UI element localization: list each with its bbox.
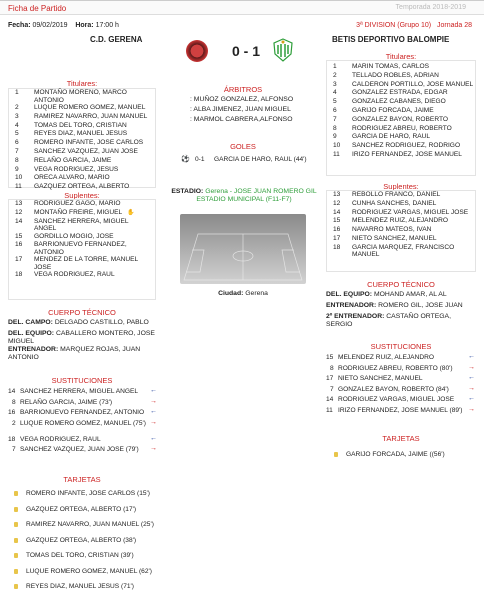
sub-player-name: RODRIGUEZ ABREU, ROBERTO (80') [338, 364, 453, 372]
home-sub-row [9, 256, 155, 271]
referee-role: : [190, 96, 192, 103]
away-starter-row [327, 63, 475, 72]
player-number: 11 [333, 150, 340, 158]
home-starters-list [8, 88, 156, 191]
away-starter-row [327, 98, 475, 107]
sub-number: 7 [330, 385, 334, 393]
player-name: MONTAÑO MORENO, MARCO ANTONIO [34, 89, 127, 104]
away-starter-row [327, 107, 475, 116]
player-name: GARCIA DE HARO, RAUL [352, 133, 431, 141]
player-name: GARIJO FORCADA, JAIME [352, 106, 434, 114]
card-player: REYES DIAZ, MANUEL JESUS (71') [26, 583, 135, 590]
card-player: ROMERO INFANTE, JOSE CARLOS (15') [26, 490, 150, 497]
stadium-name: Gerena - JOSE JUAN ROMERO GIL ESTADIO MUNICIPAL (F11-F7) [196, 188, 317, 203]
yellow-card-icon [14, 538, 18, 543]
away-starter-row [327, 151, 475, 160]
staff-role: ENTRENADOR: [326, 302, 377, 309]
player-number: 5 [15, 130, 19, 138]
sub-number: 11 [326, 406, 333, 414]
city-name: Gerena [245, 290, 268, 297]
home-starter-row [9, 113, 155, 122]
sub-out-arrow-icon: → [150, 397, 157, 405]
away-starter-row [327, 89, 475, 98]
staff-entry [8, 319, 158, 327]
sub-number: 7 [12, 446, 16, 453]
player-number: 11 [15, 183, 22, 191]
sub-player-name: LUQUE ROMERO GOMEZ, MANUEL (75') [20, 419, 146, 427]
stadium-info [166, 188, 322, 204]
away-team-name: BETIS DEPORTIVO BALOMPIE [332, 35, 450, 44]
home-sub-row [9, 218, 155, 233]
match-time: 17:00 h [95, 22, 119, 29]
player-name: VEGA RODRIGUEZ, JESUS [34, 165, 119, 173]
staff-name: DELGADO CASTILLO, PABLO [54, 319, 149, 326]
away-sub-row [327, 191, 475, 200]
home-starter-row [9, 157, 155, 166]
staff-name: ROMERO GIL, JOSE JUAN [378, 302, 463, 309]
stadium-label: ESTADIO: [171, 188, 204, 195]
sub-number: 15 [326, 354, 334, 361]
staff-entry [8, 346, 158, 363]
sub-number: 17 [326, 375, 334, 382]
sub-number: 8 [12, 398, 16, 406]
sub-in-arrow-icon: ← [150, 434, 157, 442]
staff-entry [8, 330, 158, 347]
sub-in-arrow-icon: ← [150, 408, 157, 415]
card-player: LUQUE ROMERO GOMEZ, MANUEL (62') [26, 567, 152, 575]
player-name: RELAÑO GARCIA, JAIME [34, 156, 112, 164]
home-team-name: C.D. GERENA [90, 35, 143, 44]
yellow-card-icon [14, 584, 18, 589]
away-starter-row [327, 142, 475, 151]
player-number: 9 [333, 133, 337, 141]
player-number: 7 [333, 115, 337, 123]
away-starter-row [327, 125, 475, 134]
player-number: 6 [15, 139, 19, 147]
player-name: ROMERO INFANTE, JOSE CARLOS [34, 139, 144, 147]
home-starter-row [9, 148, 155, 157]
player-number: 16 [15, 241, 23, 249]
player-number: 2 [15, 104, 19, 111]
player-number: 7 [15, 147, 19, 155]
referee-entry [190, 96, 293, 104]
player-name: RODRIGUEZ ABREU, ROBERTO [352, 124, 452, 132]
away-sub-row [327, 244, 475, 259]
time-label: Hora: [75, 22, 94, 29]
competition-info [356, 22, 472, 29]
player-name: TOMAS DEL TORO, CRISTIAN [34, 121, 127, 129]
player-number: 10 [15, 174, 23, 182]
date-label: Fecha: [8, 22, 31, 29]
home-crest-icon [186, 40, 208, 62]
player-name: RAMIREZ NAVARRO, JUAN MANUEL [34, 112, 148, 120]
referee-role: : [190, 116, 192, 123]
away-sub-row [327, 235, 475, 244]
away-sub-row [327, 209, 475, 218]
sub-player-name: VEGA RODRIGUEZ, RAUL [20, 435, 101, 443]
player-number: 18 [333, 243, 341, 251]
player-name: GONZALEZ BAYON, ROBERTO [352, 115, 448, 123]
player-number: 16 [333, 226, 341, 234]
home-starter-row [9, 174, 155, 183]
sub-player-name: NIETO SANCHEZ, MANUEL [338, 375, 423, 382]
home-staff-title: CUERPO TÉCNICO [48, 308, 116, 317]
referees-title: ÁRBITROS [223, 85, 263, 94]
home-sub-row [9, 241, 155, 256]
sub-player-name: IRIZO FERNANDEZ, JOSE MANUEL (89') [338, 406, 463, 414]
player-name: ORECA ALVARO, MARIO [34, 174, 110, 182]
goal-score: 0-1 [195, 156, 205, 163]
match-date: 09/02/2019 [32, 22, 68, 29]
player-number: 17 [15, 256, 23, 264]
player-name: LUQUE ROMERO GOMEZ, MANUEL [34, 104, 146, 111]
home-starter-row [9, 122, 155, 131]
player-number: 8 [15, 156, 19, 164]
home-starter-row [9, 130, 155, 139]
player-name: GONZALEZ CABANES, DIEGO [352, 98, 446, 106]
sub-number: 8 [330, 364, 334, 372]
player-name: NAVARRO MATEOS, IVAN [352, 226, 432, 234]
sub-player-name: GONZALEZ BAYON, ROBERTO (84') [338, 385, 449, 393]
staff-name: MOHAND AMAR, AL AL [373, 291, 447, 298]
player-number: 13 [15, 200, 23, 207]
player-number: 12 [333, 199, 341, 207]
home-sub-row [9, 271, 155, 280]
sub-player-name: RELAÑO GARCIA, JAIME (73') [20, 398, 113, 406]
player-name: VEGA RODRIGUEZ, RAUL [34, 271, 115, 279]
round-label: Jornada 28 [436, 22, 472, 29]
staff-role: DEL. EQUIPO: [8, 330, 55, 337]
player-name: GORDILLO MOGIO, JOSE [34, 232, 114, 240]
away-starter-row [327, 116, 475, 125]
card-player: RAMIREZ NAVARRO, JUAN MANUEL (25') [26, 521, 154, 528]
season-label: Temporada 2018-2019 [395, 4, 466, 11]
sub-out-arrow-icon: → [150, 445, 157, 452]
referee-entry [190, 116, 292, 124]
yellow-card-icon [14, 491, 18, 496]
away-cards-title: TARJETAS [382, 434, 420, 443]
away-subs-list [326, 190, 476, 272]
player-number: 2 [333, 71, 337, 79]
away-starter-row [327, 81, 475, 90]
sub-number: 14 [8, 388, 16, 395]
away-starters-title: Titulares: [385, 52, 417, 61]
home-starters-title: Titulares: [66, 79, 98, 88]
player-name: MENDEZ DE LA TORRE, MANUEL JOSE [34, 256, 138, 271]
sub-in-arrow-icon: ← [150, 387, 157, 394]
header-bar [0, 0, 484, 15]
player-name: TELLADO ROBLES, ADRIAN [352, 71, 439, 79]
player-number: 3 [333, 80, 337, 88]
player-number: 10 [333, 142, 341, 150]
away-sub-row [327, 217, 475, 226]
sub-in-arrow-icon: ← [468, 395, 475, 402]
away-sub-row [327, 226, 475, 235]
away-sub-row [327, 200, 475, 209]
player-name: NIETO SANCHEZ, MANUEL [352, 234, 437, 242]
home-starter-row [9, 89, 155, 104]
yellow-card-icon [14, 507, 18, 512]
sub-player-name: BARRIONUEVO FERNANDEZ, ANTONIO [20, 409, 145, 416]
staff-name: CASTAÑO ORTEGA, SERGIO [326, 313, 451, 329]
referee-name: MUÑOZ GONZALEZ, ALFONSO [193, 96, 294, 103]
player-number: 6 [333, 106, 337, 114]
staff-role: DEL. EQUIPO: [326, 291, 373, 298]
player-number: 1 [15, 89, 19, 96]
staff-entry [326, 313, 476, 330]
sub-out-arrow-icon: → [468, 363, 475, 371]
yellow-card-icon [334, 452, 338, 457]
away-crest-icon [272, 38, 294, 62]
referee-entry [190, 106, 291, 114]
card-player: TOMAS DEL TORO, CRISTIAN (39') [26, 552, 134, 559]
sub-number: 2 [12, 419, 16, 427]
away-staff-title: CUERPO TÉCNICO [367, 280, 435, 289]
player-number: 13 [333, 191, 341, 198]
player-number: 15 [333, 217, 341, 225]
home-subs-title: Suplentes: [64, 191, 100, 200]
match-meta [8, 22, 119, 29]
staff-role: DEL. CAMPO: [8, 319, 53, 326]
card-player: GARIJO FORCADA, JAIME ((56') [346, 451, 445, 458]
player-number: 14 [333, 208, 341, 216]
yellow-card-icon [14, 569, 18, 574]
player-name: GONZALEZ ESTRADA, EDGAR [352, 89, 448, 97]
division-label: 3ª DIVISION (Grupo 10) [356, 22, 432, 29]
home-cards-title: TARJETAS [63, 475, 101, 484]
sub-player-name: RODRIGUEZ VARGAS, MIGUEL JOSE [338, 396, 455, 403]
player-number: 4 [333, 89, 337, 97]
player-name: SANCHEZ HERRERA, MIGUEL ANGEL [34, 217, 129, 233]
home-starter-row [9, 139, 155, 148]
home-sub-row [9, 233, 155, 242]
referee-name: MARMOL CABRERA,ALFONSO [193, 116, 293, 123]
sub-number: 16 [8, 409, 16, 416]
home-starter-row [9, 166, 155, 175]
away-subs-title: Suplentes: [383, 182, 419, 191]
staff-entry [326, 291, 476, 299]
sub-number: 14 [326, 396, 334, 403]
player-name: RODRIGUEZ GAGO, MARIO [34, 200, 121, 207]
away-starter-row [327, 72, 475, 81]
player-name: CALDERON PORTILLO, JOSE MANUEL [352, 80, 474, 88]
player-name: SANCHEZ VAZQUEZ, JUAN JOSE [34, 147, 138, 155]
football-icon: ⚽ [181, 156, 190, 163]
staff-role: ENTRENADOR: [8, 346, 59, 353]
player-number: 18 [15, 271, 23, 279]
player-name: GARCIA MARQUEZ, FRANCISCO MANUEL [352, 243, 455, 259]
player-name: MARIN TOMAS, CARLOS [352, 63, 430, 70]
player-name: RODRIGUEZ VARGAS, MIGUEL JOSE [352, 208, 469, 216]
player-name: CUNHA SANCHES, DANIEL [352, 199, 437, 207]
sub-in-arrow-icon: ← [468, 353, 475, 360]
card-player: GAZQUEZ ORTEGA, ALBERTO (17') [26, 505, 137, 513]
player-name: IRIZO FERNANDEZ, JOSE MANUEL [352, 150, 462, 158]
match-score: 0 - 1 [231, 43, 260, 59]
sub-number: 18 [8, 435, 16, 443]
referee-name: ALBA JIMENEZ, JUAN MIGUEL [193, 106, 291, 113]
city-info [180, 290, 306, 297]
player-number: 9 [15, 165, 19, 173]
sub-player-name: SANCHEZ HERRERA, MIGUEL ANGEL [20, 388, 139, 395]
player-number: 15 [15, 232, 23, 240]
staff-name: CABALLERO MONTERO, JOSE MIGUEL [8, 330, 155, 346]
player-number: 14 [15, 217, 23, 225]
city-label: Ciudad: [218, 290, 244, 297]
staff-name: MARQUEZ ROJAS, JUAN ANTONIO [8, 346, 141, 362]
page-title: Ficha de Partido [8, 4, 67, 13]
player-number: 1 [333, 63, 337, 70]
goal-scorer: GARCIA DE HARO, RAUL (44') [214, 156, 307, 163]
sub-in-arrow-icon: ← [468, 374, 475, 381]
player-name: MONTAÑO FREIRE, MIGUEL [34, 208, 123, 216]
player-number: 3 [15, 112, 19, 120]
sub-player-name: MELENDEZ RUIZ, ALEJANDRO [338, 354, 434, 361]
player-number: 5 [333, 98, 337, 106]
away-substitutions-title: SUSTITUCIONES [370, 342, 432, 351]
stadium-field-image [180, 214, 306, 284]
referee-role: : [190, 106, 192, 113]
player-number: 12 [15, 208, 23, 216]
away-starters-list [326, 60, 476, 176]
player-number: 4 [15, 121, 19, 129]
player-name: MELENDEZ RUIZ, ALEJANDRO [352, 217, 448, 225]
staff-entry [326, 302, 476, 310]
home-substitutions-title: SUSTITUCIONES [51, 376, 113, 385]
yellow-card-icon [14, 522, 18, 527]
sub-out-arrow-icon: → [150, 418, 157, 426]
player-name: REBOLLO FRANCO, DANIEL [352, 191, 441, 198]
staff-role: 2º ENTRENADOR: [326, 313, 385, 320]
player-name: BARRIONUEVO FERNANDEZ, ANTONIO [34, 241, 127, 256]
home-sub-row [9, 200, 155, 209]
player-name: GAZQUEZ ORTEGA, ALBERTO [34, 183, 130, 191]
home-subs-list [8, 199, 156, 300]
away-starter-row [327, 133, 475, 142]
card-player: GAZQUEZ ORTEGA, ALBERTO (38') [26, 536, 137, 544]
player-number: 17 [333, 234, 341, 242]
player-name: SANCHEZ RODRIGUEZ, RODRIGO [352, 142, 461, 150]
player-name: REYES DIAZ, MANUEL JESUS [34, 130, 128, 138]
home-starter-row [9, 104, 155, 113]
yellow-card-icon [14, 553, 18, 558]
goalkeeper-icon: ✋ [127, 209, 135, 216]
sub-out-arrow-icon: → [468, 405, 475, 413]
sub-player-name: SANCHEZ VAZQUEZ, JUAN JOSE (79') [20, 446, 139, 453]
player-number: 8 [333, 124, 337, 132]
home-sub-row [9, 209, 155, 218]
sub-out-arrow-icon: → [468, 384, 475, 392]
goals-title: GOLES [230, 142, 256, 151]
